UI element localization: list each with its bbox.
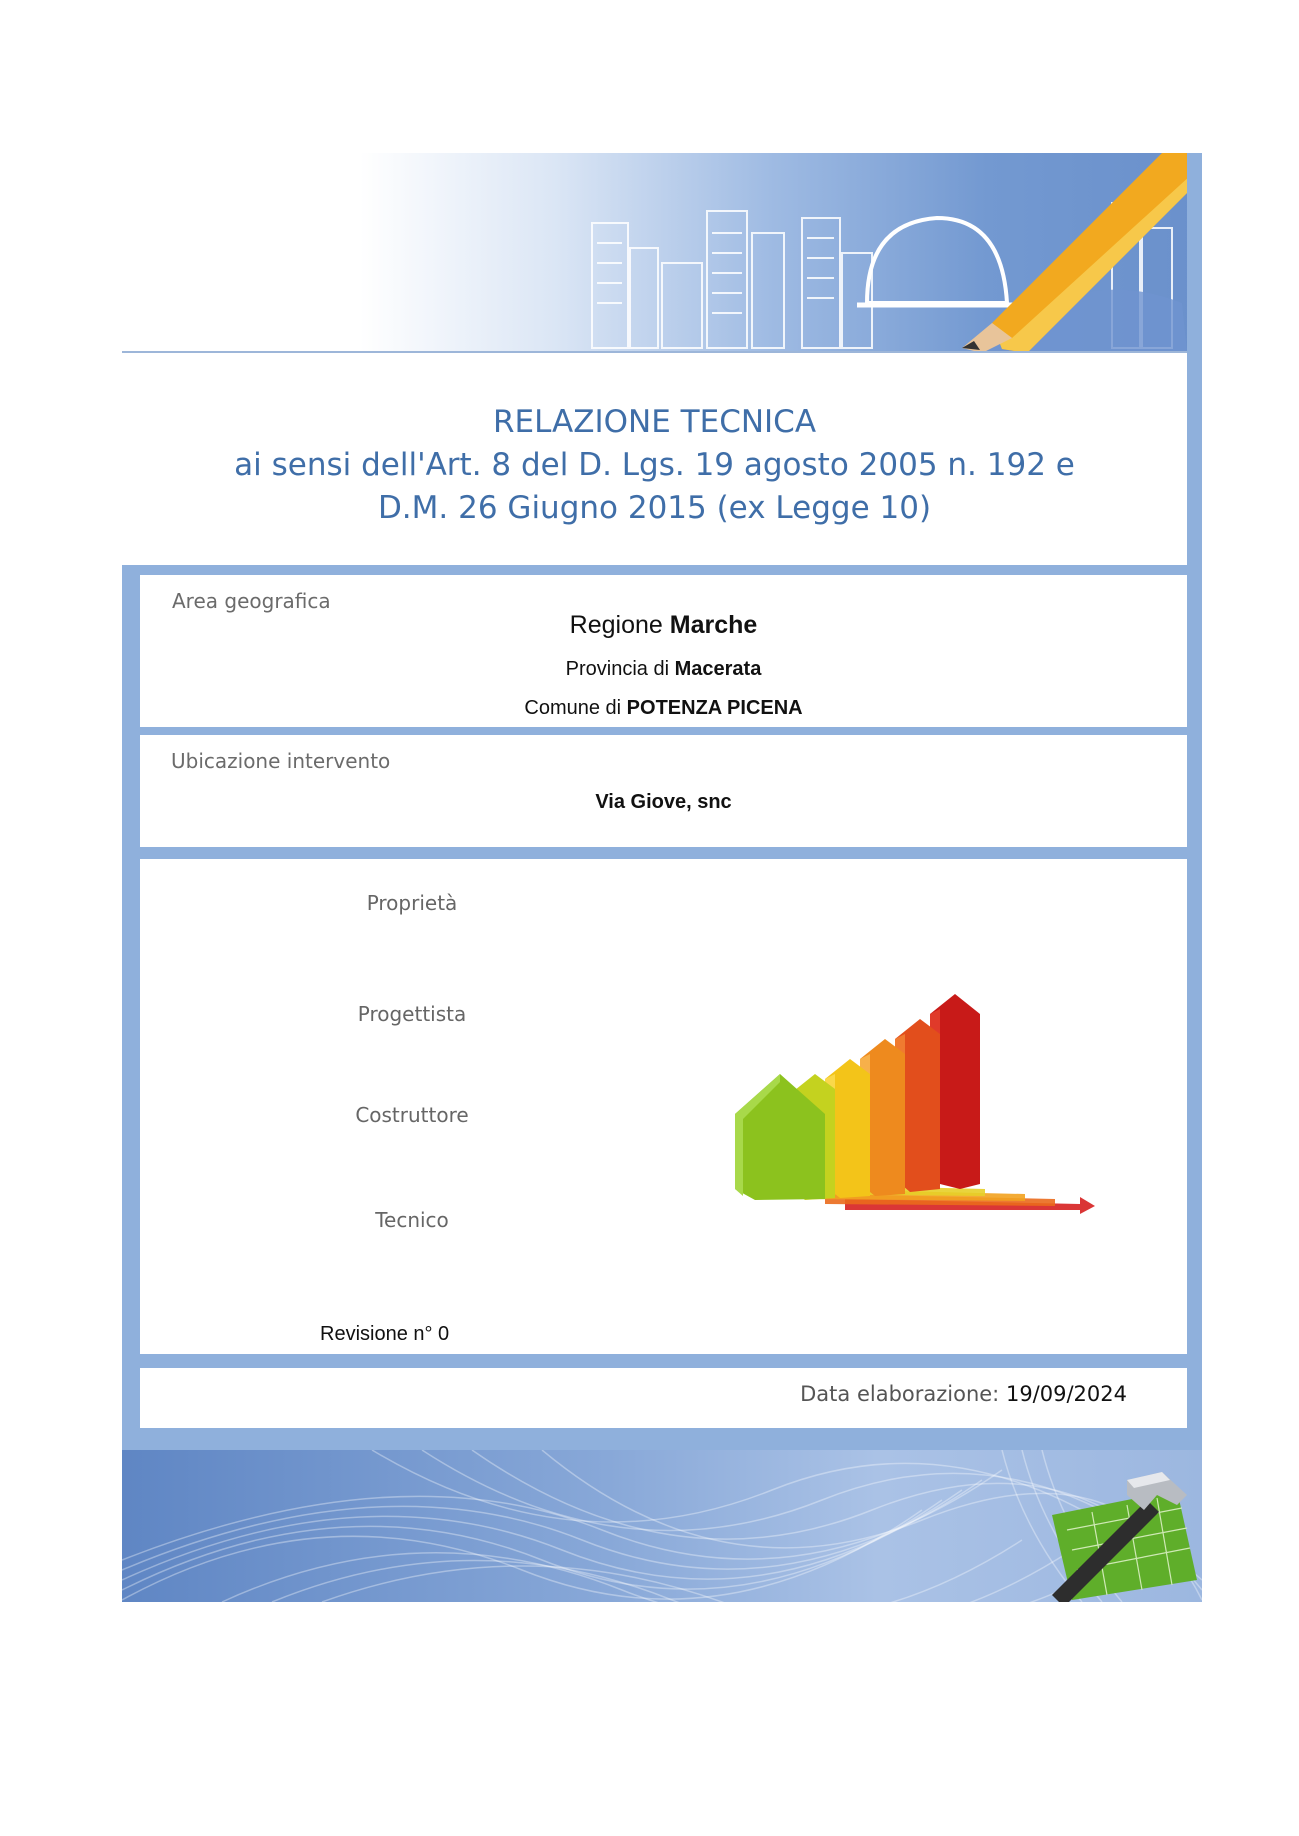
ubicazione-label: Ubicazione intervento [171, 749, 391, 773]
title-main: RELAZIONE TECNICA [492, 404, 817, 440]
data-elaborazione-value: 19/09/2024 [1005, 1382, 1127, 1406]
header-banner [122, 153, 1202, 352]
date-panel [140, 1368, 1187, 1428]
ubicazione-value: Via Giove, snc [595, 791, 732, 813]
roles-panel [140, 859, 1187, 1354]
area-label: Area geografica [172, 589, 331, 613]
regione-line: Regione Marche [569, 611, 758, 639]
hammer-blueprint-icon [122, 1450, 1202, 1602]
energy-class-houses-icon [735, 974, 1095, 1234]
role-progettista: Progettista [357, 1002, 467, 1026]
comune-line: Comune di POTENZA PICENA [524, 697, 803, 719]
role-costruttore: Costruttore [355, 1103, 469, 1127]
area-panel [140, 575, 1187, 727]
cover-page [122, 153, 1202, 1602]
role-proprieta: Proprietà [366, 891, 458, 915]
footer-banner [122, 1450, 1202, 1602]
role-tecnico: Tecnico [375, 1208, 449, 1232]
title-law-reference: ai sensi dell'Art. 8 del D. Lgs. 19 agosto 2005 n. 192 e [234, 447, 1075, 483]
info-frame [122, 565, 1202, 1450]
revision-number: Revisione n° 0 [320, 1323, 450, 1345]
city-skyline-pencil-helmet-icon [122, 153, 1202, 352]
title-dm-reference: D.M. 26 Giugno 2015 (ex Legge 10) [377, 490, 932, 526]
data-elaborazione [800, 1382, 1127, 1406]
provincia-line: Provincia di Macerata [565, 658, 762, 680]
data-elaborazione-label: Data elaborazione: [800, 1382, 1000, 1406]
ubicazione-panel [140, 735, 1187, 847]
